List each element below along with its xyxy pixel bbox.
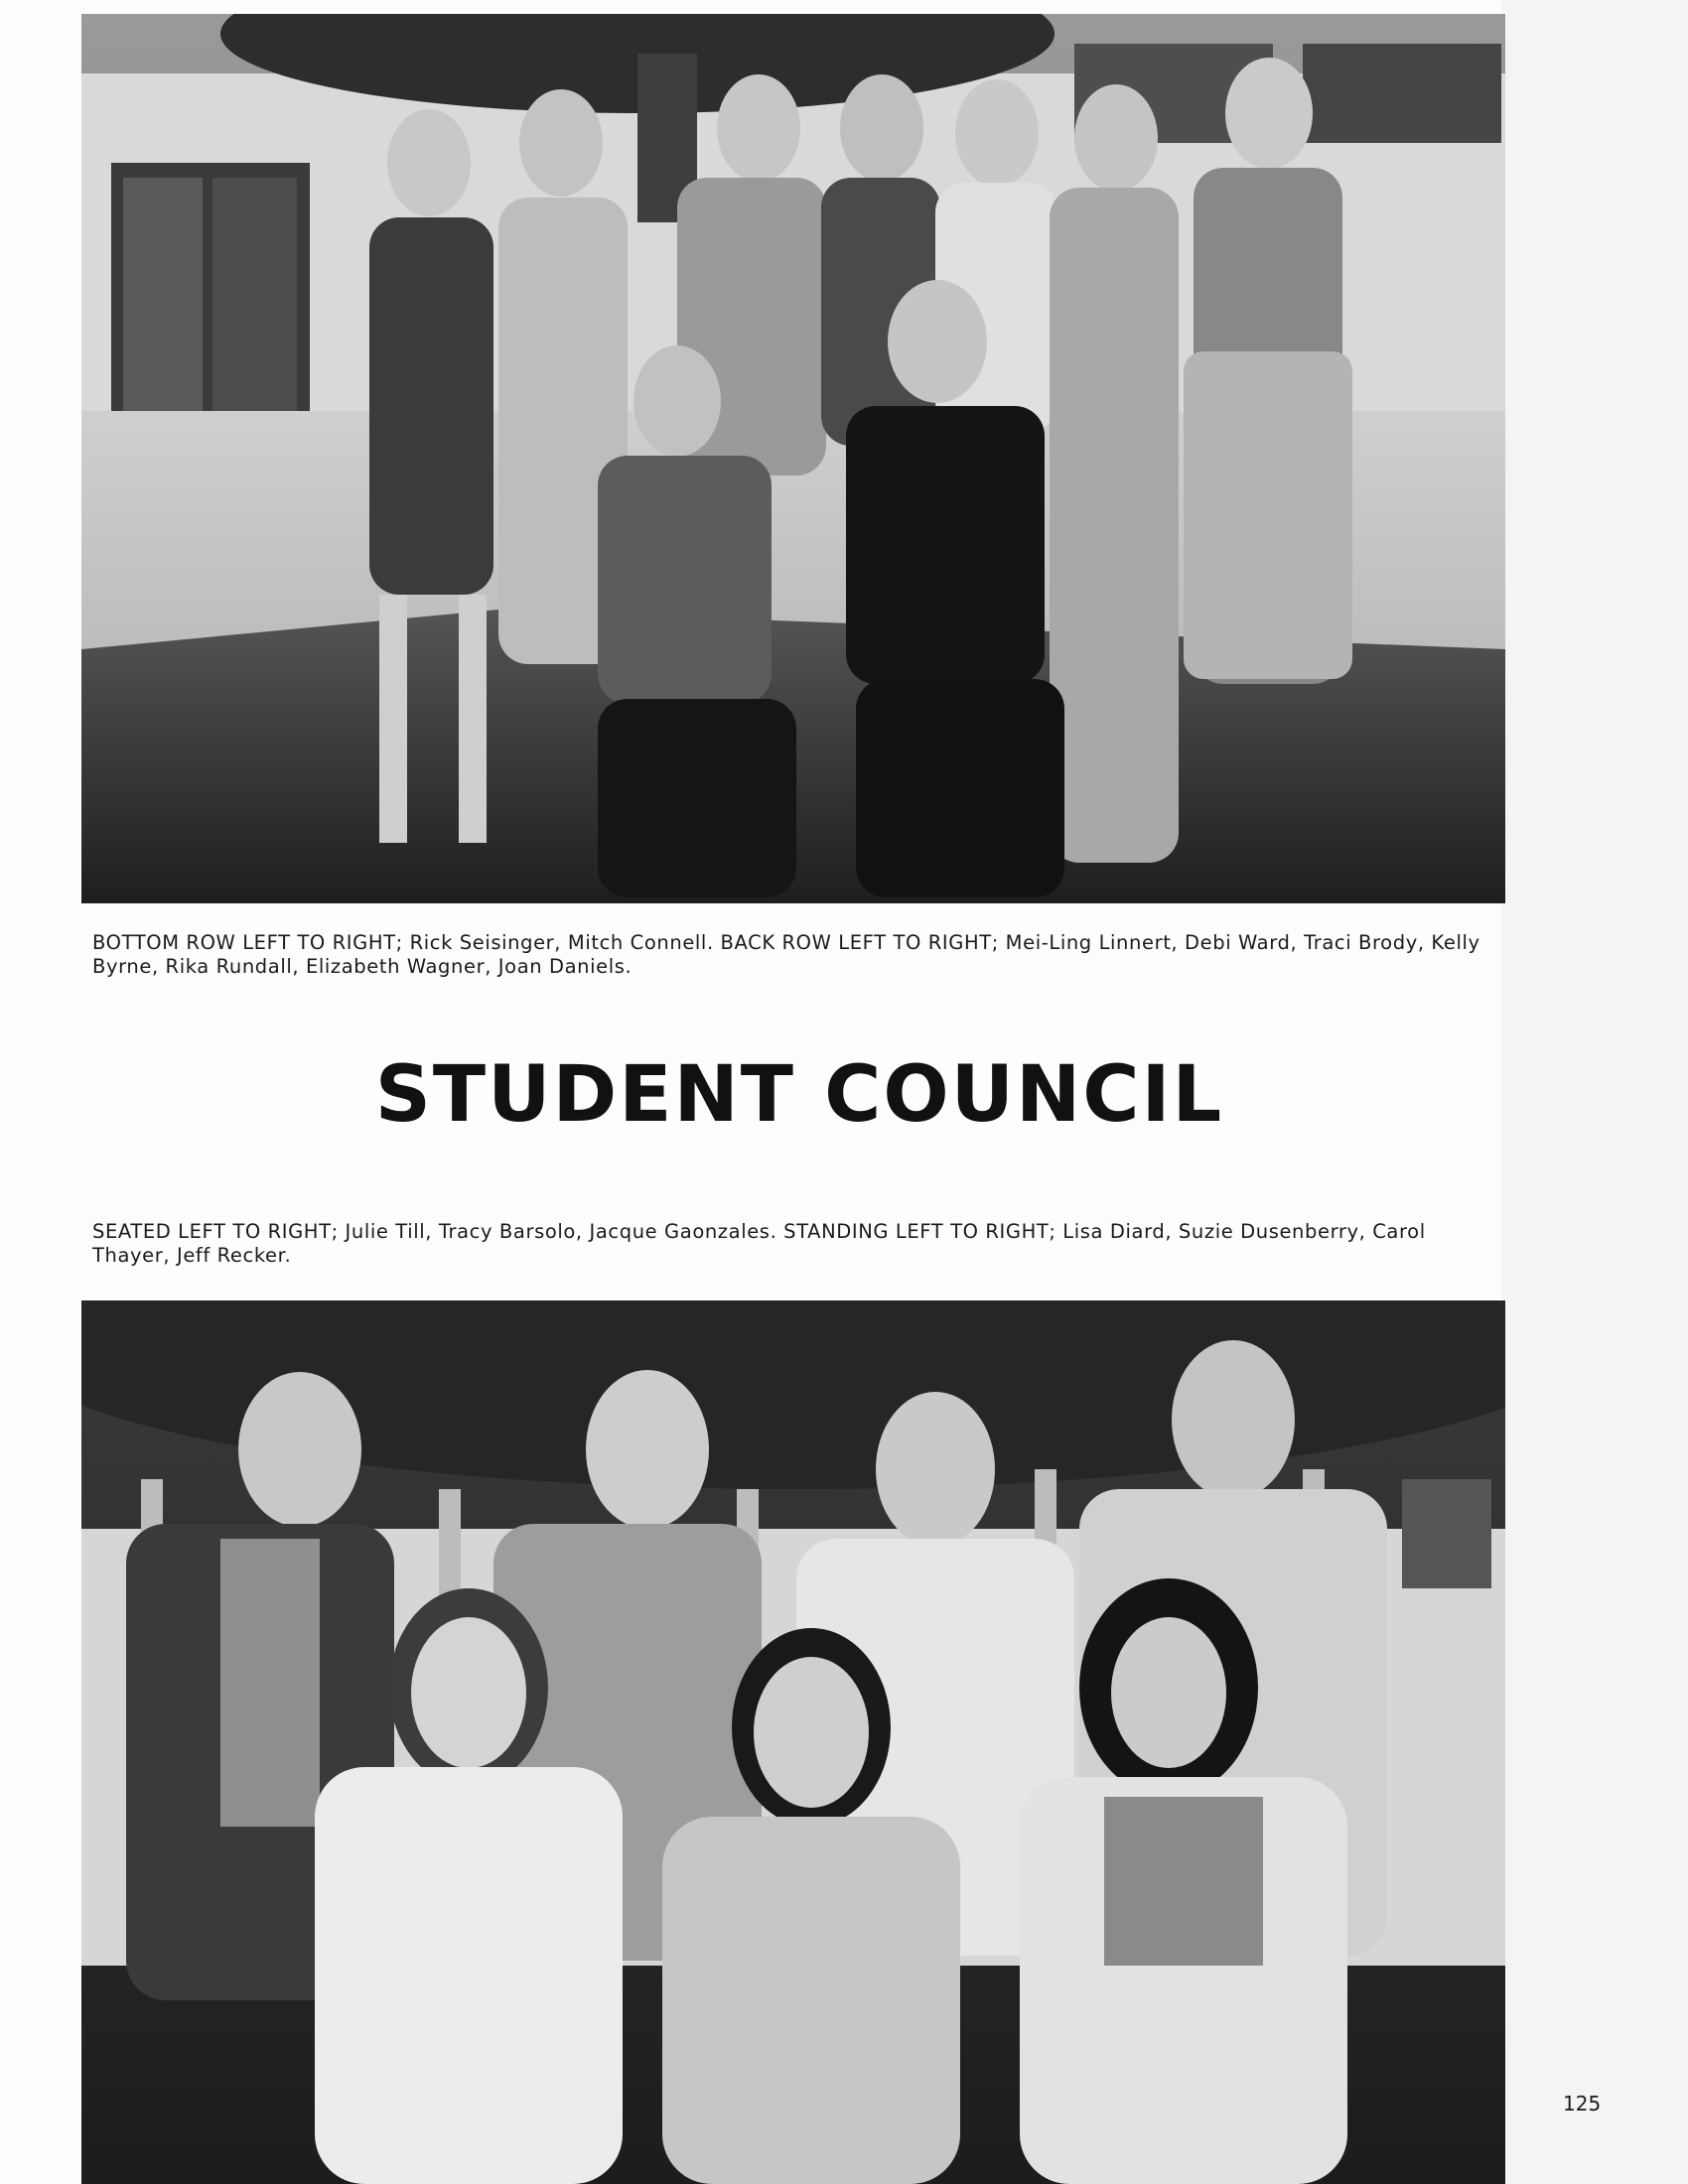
student-council-photo bbox=[81, 1300, 1505, 2184]
bottom-photo-caption: SEATED LEFT TO RIGHT; Julie Till, Tracy Barsolo, Jacque Gaonzales. STANDING LEFT TO RIGHT; Lisa Diard, Suzie Dusenberry, Carol Thayer, Jeff Recker. bbox=[92, 1220, 1426, 1267]
section-title: STUDENT COUNCIL bbox=[374, 1050, 1224, 1140]
top-photo-caption: BOTTOM ROW LEFT TO RIGHT; Rick Seisinger, Mitch Connell. BACK ROW LEFT TO RIGHT; Mei-Ling Linnert, Debi Ward, Traci Brody, Kelly Byrne, Rika Rundall, Elizabeth Wagner, Joan Daniels. bbox=[92, 931, 1480, 978]
page-number: 125 bbox=[1563, 2092, 1602, 2116]
top-group-photo bbox=[81, 14, 1505, 903]
bottom-photo-image bbox=[81, 1300, 1505, 2184]
top-photo-image bbox=[81, 14, 1505, 903]
